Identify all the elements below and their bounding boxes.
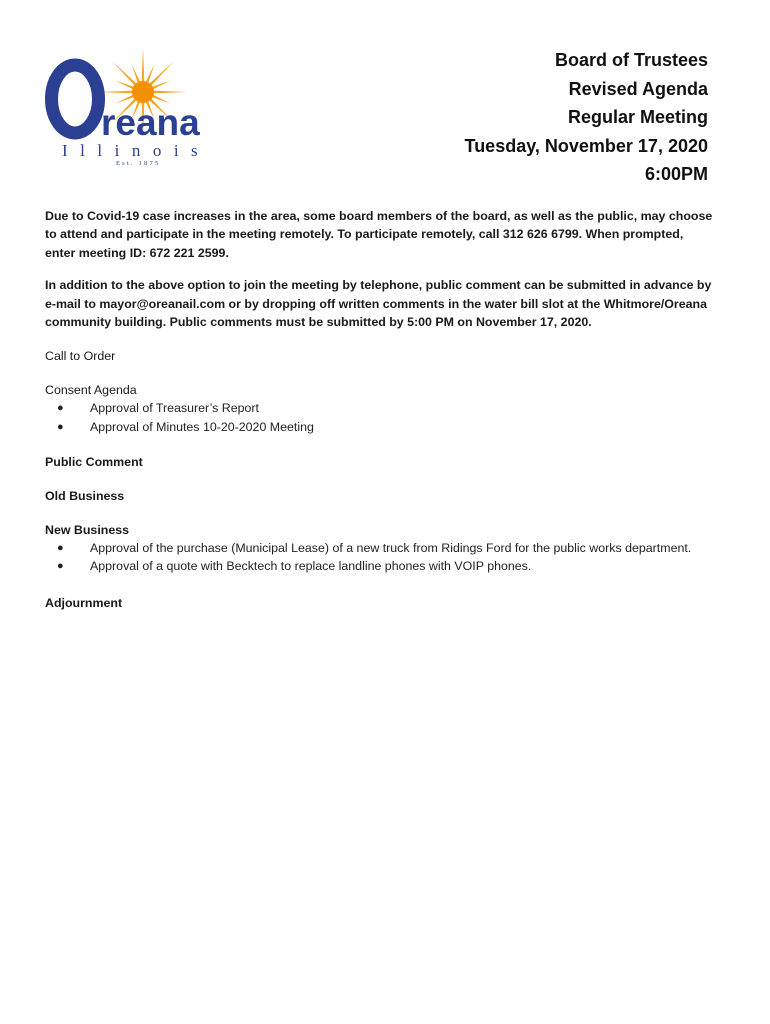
title-line: Regular Meeting xyxy=(567,107,708,127)
sun-ray xyxy=(142,48,145,83)
title-line: Board of Trustees xyxy=(554,50,708,70)
consent-agenda-list xyxy=(45,399,715,436)
sun-ray xyxy=(112,61,138,87)
bullet-icon: ● xyxy=(57,560,64,573)
agenda-content xyxy=(45,207,715,612)
list-item xyxy=(45,418,715,437)
list-item xyxy=(45,557,715,576)
bullet-icon: ● xyxy=(57,421,64,434)
bullet-icon: ● xyxy=(57,402,64,415)
call-to-order-heading: Call to Order xyxy=(45,349,116,364)
list-item-text: Approval of a quote with Becktech to replace landline phones with VOIP phones. xyxy=(90,559,532,574)
sun-ray xyxy=(152,91,187,94)
sun-ray xyxy=(148,61,174,87)
list-item-text: Approval of Minutes 10-20-2020 Meeting xyxy=(90,420,314,435)
list-item-text: Approval of Treasurer’s Report xyxy=(90,401,259,416)
old-business-heading: Old Business xyxy=(45,488,125,503)
list-item xyxy=(45,539,715,558)
agenda-title-block xyxy=(465,46,708,189)
title-line: 6:00PM xyxy=(644,164,708,184)
logo-state: Illinois xyxy=(62,141,211,160)
public-comment-notice: In addition to the above option to join the meeting by telephone, public comment can be submitted in advance by e-mail to mayor@oreanail.com or by dropping off written comments in the water bill slot at the Whitmore/Oreana community building. Public comments must be submitted by 5:00 PM on November 17, 2020. xyxy=(45,278,712,330)
title-line: Revised Agenda xyxy=(568,78,708,99)
bullet-icon: ● xyxy=(57,541,64,554)
public-comment-heading: Public Comment xyxy=(45,454,143,469)
new-business-list xyxy=(45,539,715,576)
logo-established: Est. 1875 xyxy=(116,160,161,167)
remote-participation-notice: Due to Covid-19 case increases in the area, some board members of the board, as well as the public, may choose to attend and participate in the meeting remotely. To participate remotely, call 312 626 6799. When prompted, enter meeting ID: 672 221 2599. xyxy=(45,209,713,260)
list-item-text: Approval of the purchase (Municipal Lease) of a new truck from Ridings Ford for the public works department. xyxy=(90,540,692,555)
consent-agenda-heading: Consent Agenda xyxy=(45,383,137,398)
list-item xyxy=(45,399,715,418)
logo-text: reana xyxy=(101,102,200,143)
new-business-heading: New Business xyxy=(45,522,130,537)
title-line: Tuesday, November 17, 2020 xyxy=(464,135,708,156)
oreana-logo xyxy=(44,46,228,168)
adjournment-heading: Adjournment xyxy=(45,595,123,610)
